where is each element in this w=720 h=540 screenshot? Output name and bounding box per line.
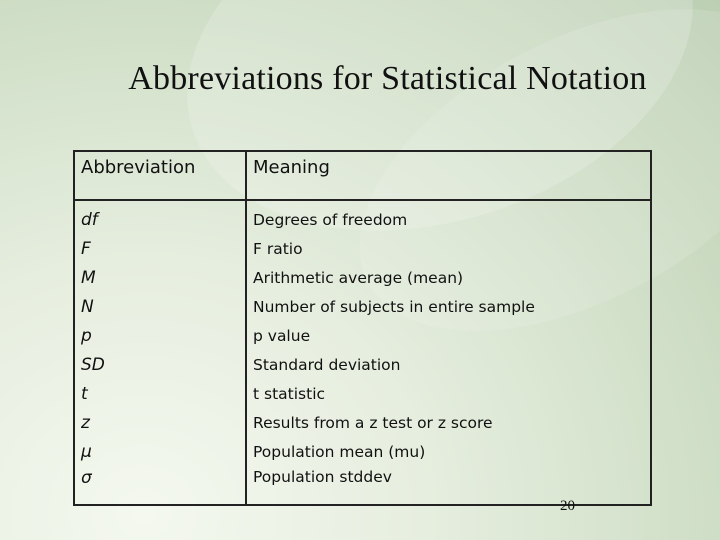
abbreviation-cell: z [74, 408, 246, 437]
table-header-row [74, 151, 651, 200]
table-row [74, 321, 651, 350]
header-meaning: Meaning [246, 151, 651, 200]
meaning-cell: Standard deviation [246, 350, 651, 379]
table-row [74, 292, 651, 321]
abbreviation-cell: t [74, 379, 246, 408]
meaning-cell: p value [246, 321, 651, 350]
table-row [74, 234, 651, 263]
abbreviation-cell: σ [74, 466, 246, 505]
table-row [74, 200, 651, 234]
abbreviation-cell: p [74, 321, 246, 350]
header-abbreviation: Abbreviation [74, 151, 246, 200]
abbreviation-cell: df [74, 200, 246, 234]
meaning-cell: Results from a z test or z score [246, 408, 651, 437]
abbreviation-cell: SD [74, 350, 246, 379]
table-row [74, 379, 651, 408]
table-row [74, 263, 651, 292]
abbreviations-table [73, 150, 652, 506]
abbreviation-cell: F [74, 234, 246, 263]
table-row [74, 350, 651, 379]
meaning-cell: F ratio [246, 234, 651, 263]
meaning-cell: Population stddev [246, 466, 651, 505]
meaning-cell: t statistic [246, 379, 651, 408]
meaning-cell: Degrees of freedom [246, 200, 651, 234]
table-row [74, 408, 651, 437]
abbreviation-cell: μ [74, 437, 246, 466]
meaning-cell: Arithmetic average (mean) [246, 263, 651, 292]
slide-number: 20 [560, 498, 575, 514]
slide-title: Abbreviations for Statistical Notation [128, 60, 647, 97]
meaning-cell: Population mean (mu) [246, 437, 651, 466]
meaning-cell: Number of subjects in entire sample [246, 292, 651, 321]
abbreviation-cell: N [74, 292, 246, 321]
abbreviation-cell: M [74, 263, 246, 292]
table-row [74, 437, 651, 466]
